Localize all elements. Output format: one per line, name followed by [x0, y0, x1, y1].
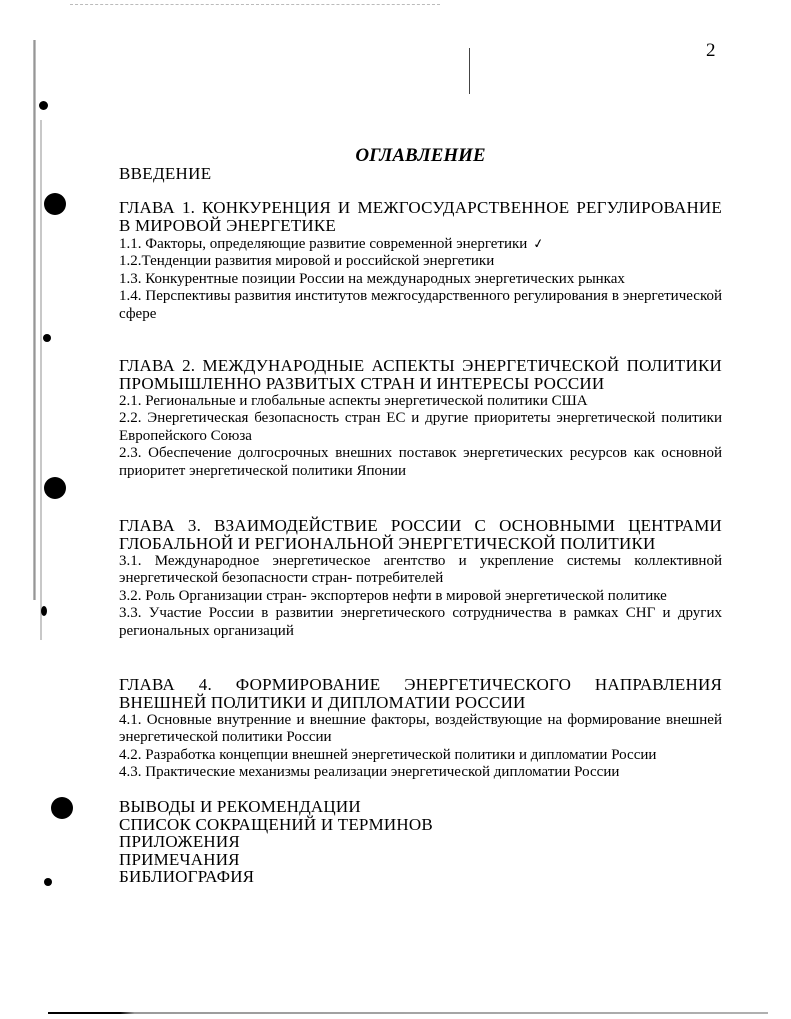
- toc-entry: 2.3. Обеспечение долгосрочных внешних поставок энергетических ресурсов как основной приоритет энергетической политики Японии: [119, 445, 722, 479]
- chapter-title: ГЛАВА 1. КОНКУРЕНЦИЯ И МЕЖГОСУДАРСТВЕННОЕ РЕГУЛИРОВАНИЕ В МИРОВОЙ ЭНЕРГЕТИКЕ: [119, 198, 722, 235]
- toc-entry: [119, 235, 722, 253]
- final-sections: [119, 798, 433, 886]
- toc-entry: 4.1. Основные внутренние и внешние факторы, воздействующие на формирование внешней энергетической политики России: [119, 712, 722, 746]
- page-number: 2: [706, 40, 716, 61]
- chapter-1: [119, 199, 722, 323]
- scan-mark-line: [469, 48, 470, 94]
- punch-hole-5: [41, 606, 47, 616]
- toc-final-item: СПИСОК СОКРАЩЕНИЙ И ТЕРМИНОВ: [119, 814, 433, 834]
- toc-intro: ВВЕДЕНИЕ: [119, 164, 212, 183]
- chapter-title: ГЛАВА 2. МЕЖДУНАРОДНЫЕ АСПЕКТЫ ЭНЕРГЕТИЧЕСКОЙ ПОЛИТИКИ ПРОМЫШЛЕННО РАЗВИТЫХ СТРАН И ИНТЕРЕСЫ РОССИИ: [119, 356, 722, 393]
- toc-entry: 3.3. Участие России в развитии энергетического сотрудничества в рамках СНГ и других региональных организаций: [119, 605, 722, 639]
- punch-hole-3: [43, 334, 51, 342]
- chapter-2: [119, 357, 722, 480]
- chapter-4: [119, 676, 722, 782]
- toc-entry: 2.1. Региональные и глобальные аспекты энергетической политики США: [119, 393, 588, 409]
- chapter-title: ГЛАВА 4. ФОРМИРОВАНИЕ ЭНЕРГЕТИЧЕСКОГО НАПРАВЛЕНИЯ ВНЕШНЕЙ ПОЛИТИКИ И ДИПЛОМАТИИ РОССИИ: [119, 675, 722, 712]
- toc-entry: 3.1. Международное энергетическое агентство и укрепление системы коллективной энергетической безопасности стран- потребителей: [119, 553, 722, 587]
- punch-hole-6: [51, 797, 73, 819]
- scan-top-edge: [70, 4, 440, 5]
- punch-hole-2: [44, 193, 66, 215]
- chapter-title: ГЛАВА 3. ВЗАИМОДЕЙСТВИЕ РОССИИ С ОСНОВНЫМИ ЦЕНТРАМИ ГЛОБАЛЬНОЙ И РЕГИОНАЛЬНОЙ ЭНЕРГЕТИЧЕСКОЙ ПОЛИТИКИ: [119, 516, 722, 553]
- toc-entry: 4.2. Разработка концепции внешней энергетической политики и дипломатии России: [119, 746, 657, 763]
- check-mark-icon: ✓: [532, 235, 546, 252]
- punch-hole-4: [44, 477, 66, 499]
- toc-entry: 1.3. Конкурентные позиции России на международных энергетических рынках: [119, 270, 625, 287]
- toc-title: ОГЛАВЛЕНИЕ: [355, 145, 486, 166]
- toc-final-item: ПРИЛОЖЕНИЯ: [119, 832, 240, 851]
- scan-bottom-edge: [48, 1012, 768, 1014]
- toc-final-item: ПРИМЕЧАНИЯ: [119, 849, 240, 869]
- toc-entry: 2.2. Энергетическая безопасность стран ЕС и другие приоритеты энергетической политики Европейского Союза: [119, 410, 722, 444]
- toc-entry: 1.4. Перспективы развития институтов межгосударственного регулирования в энергетической сфере: [119, 288, 722, 322]
- punch-hole-7: [44, 878, 52, 886]
- scan-margin-edge-inner: [40, 120, 42, 640]
- toc-entry-text: 1.1. Факторы, определяющие развитие современной энергетики: [119, 236, 528, 252]
- toc-final-item: ВЫВОДЫ И РЕКОМЕНДАЦИИ: [119, 797, 361, 816]
- toc-entry: 4.3. Практические механизмы реализации энергетической дипломатии России: [119, 764, 620, 781]
- toc-entry: 1.2.Тенденции развития мировой и российской энергетики: [119, 253, 495, 270]
- chapter-3: [119, 517, 722, 640]
- toc-entry: 3.2. Роль Организации стран- экспортеров нефти в мировой энергетической политике: [119, 587, 667, 604]
- scan-margin-edge: [33, 40, 36, 600]
- toc-final-item: БИБЛИОГРАФИЯ: [119, 867, 255, 886]
- punch-hole-1: [39, 101, 48, 110]
